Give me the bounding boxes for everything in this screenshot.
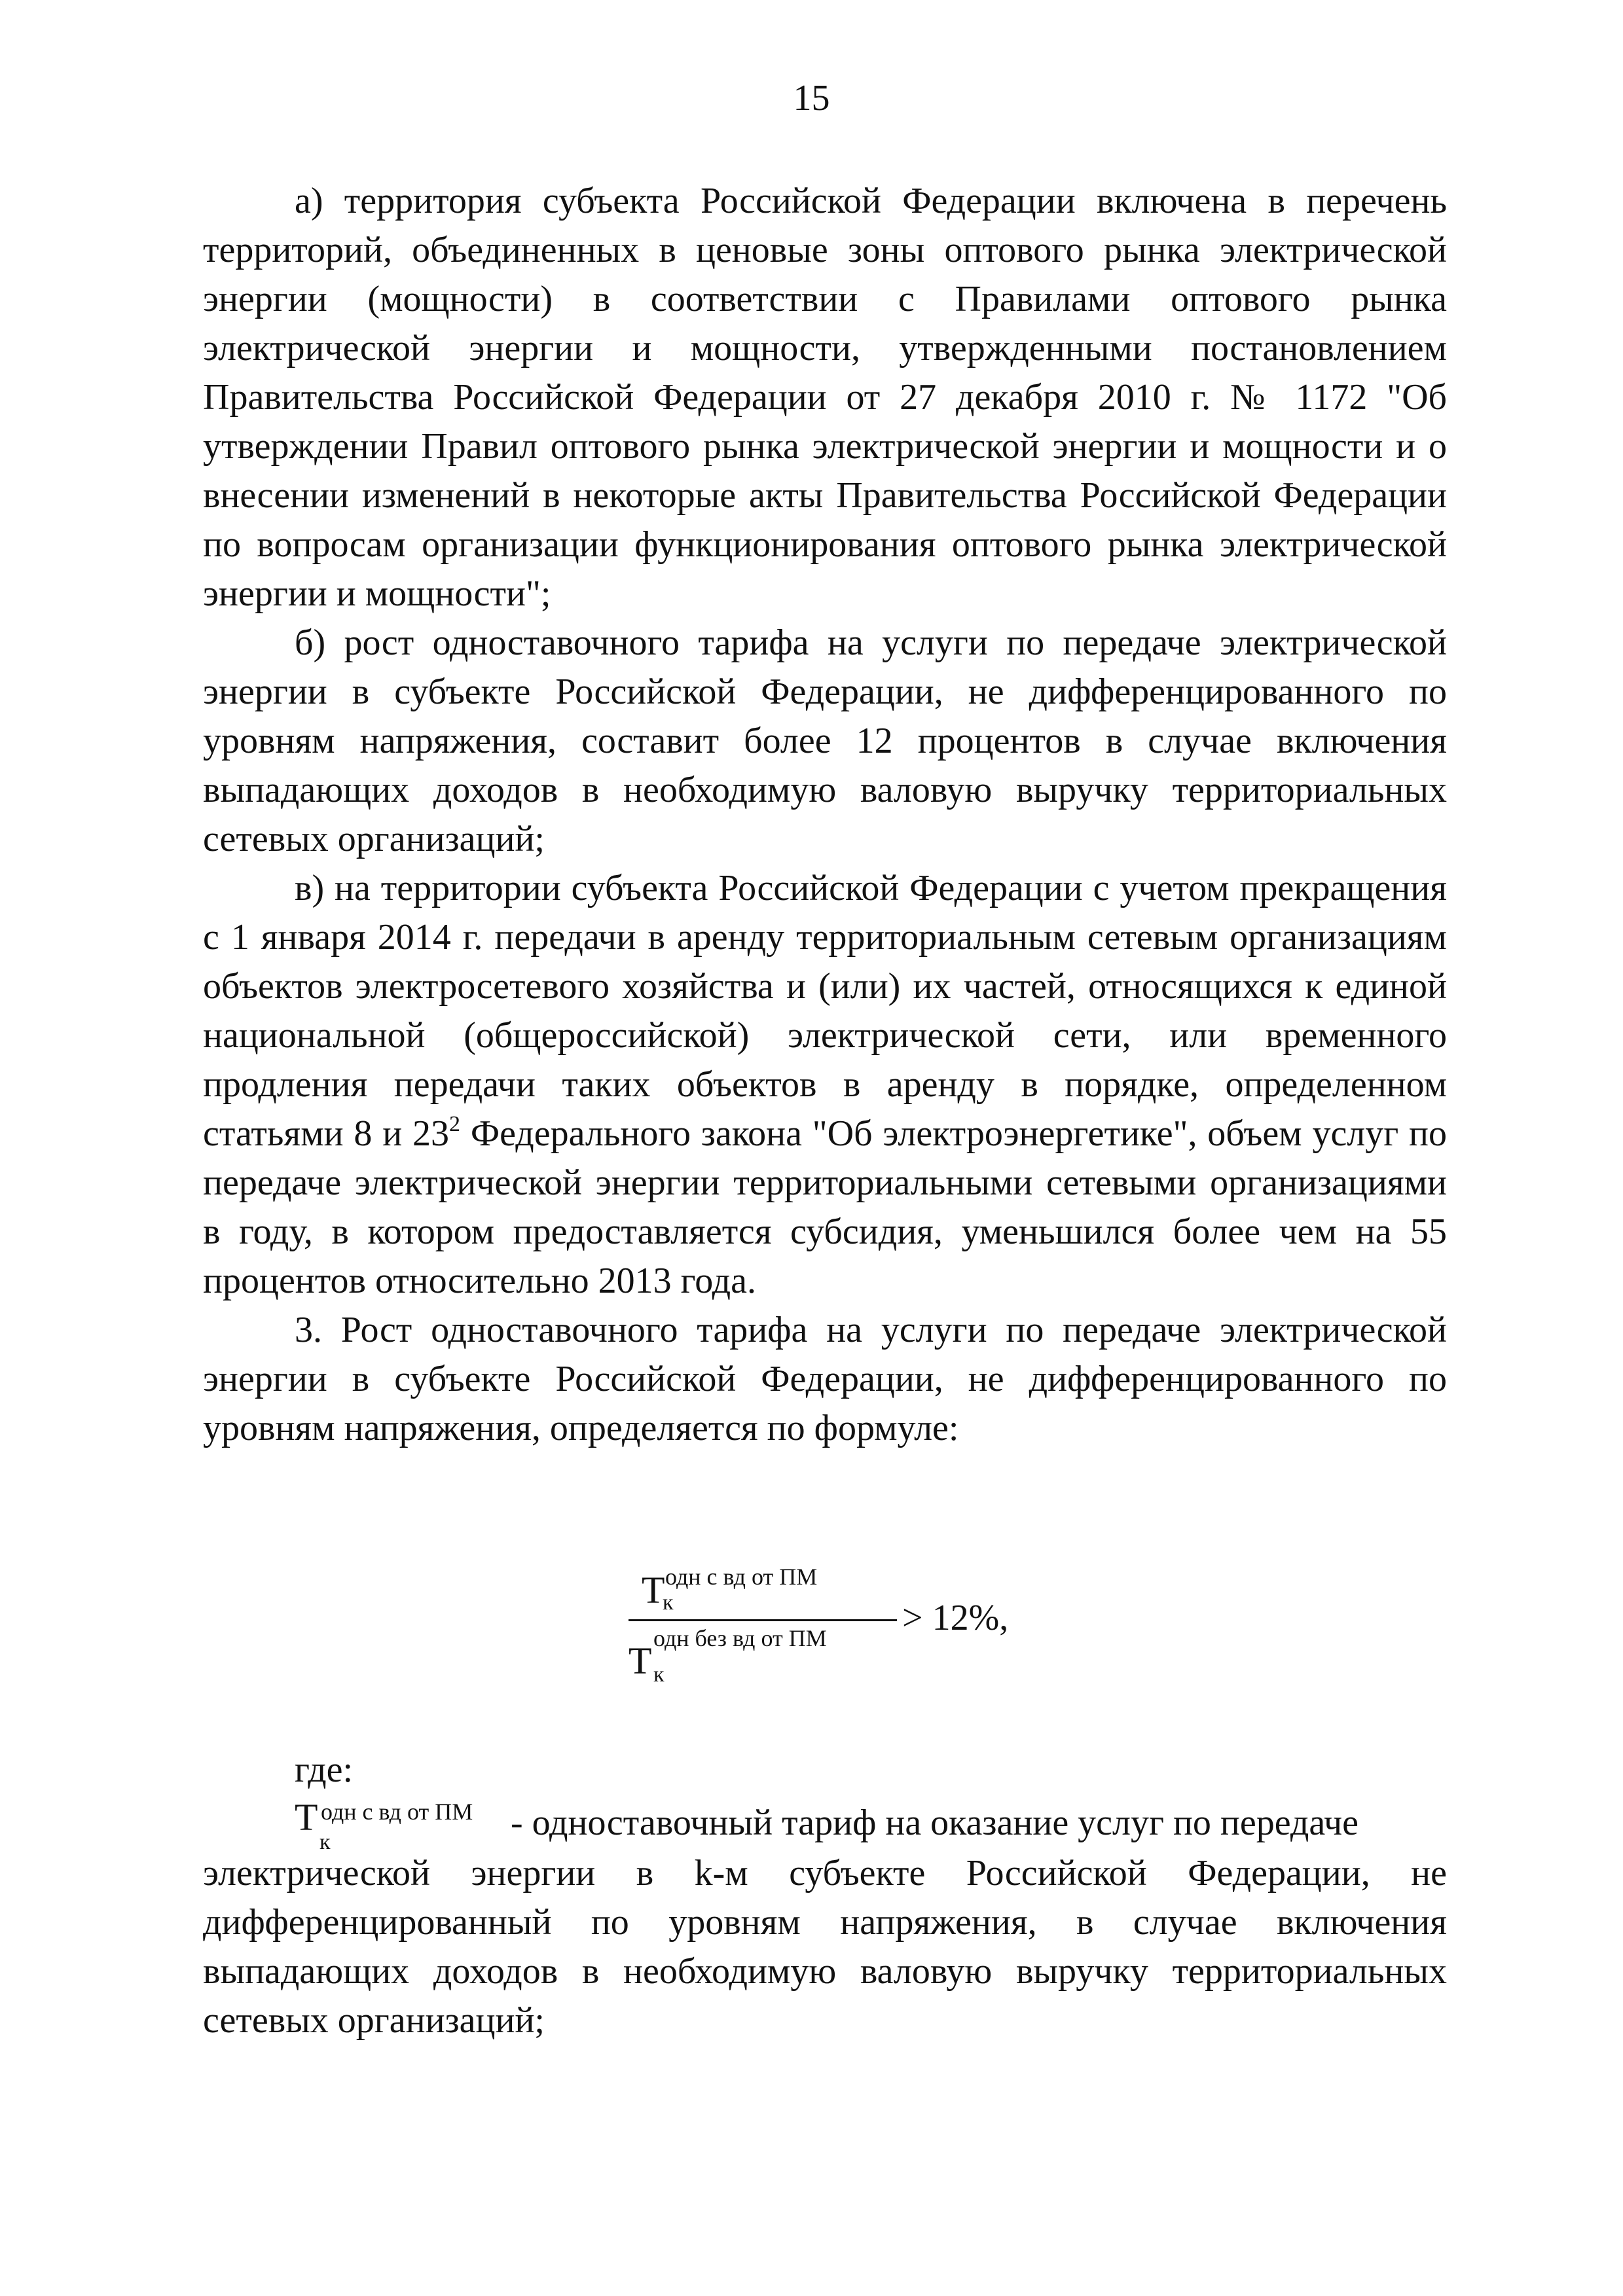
definition-superscript: одн с вд от ПМ [321,1799,473,1825]
definition-symbol-letter: Т [295,1796,318,1839]
where-label: где: [295,1749,354,1790]
fraction-bar [629,1619,897,1621]
formula-fraction [622,1558,897,1715]
paragraph-v-text-before: в) на территории субъекта Российской Федерации с учетом прекращения с 1 января 2014 г. передачи в аренду территориальным сетевым организациям объектов электросетевого хозяйства и (или) их частей, относящихся к единой национальной (общероссийской) электрической сети, или временного продления передачи таких объектов в аренду в порядке, определенном статьями 8 и 23 [203,868,1447,1154]
definition-symbol [295,1784,511,1854]
paragraph-v-text-after: Федерального закона "Об электроэнергетике", объем услуг по передаче электрической энергии территориальными сетевыми организациями в году, в котором предоставляется субсидия, уменьшился более чем на 55 процентов относительно 2013 года. [203,1113,1448,1301]
formula-comparator: > 12%, [902,1598,1009,1638]
growth-formula [622,1558,1080,1715]
denominator-superscript: одн без вд от ПМ [653,1625,827,1651]
paragraph-3: 3. Рост одноставочного тарифа на услуги по передаче электрической энергии в субъекте Российской Федерации, не дифференцированного по уровням напряжения, определяется по формуле: [203,1310,1447,1448]
numerator-subscript: к [663,1590,674,1615]
definition-first-text: - одноставочный тариф на оказание услуг по передаче [511,1803,1359,1843]
definition-rest: электрической энергии в k-м субъекте Российской Федерации, не дифференцированный по уровням напряжения, в случае включения выпадающих доходов в необходимую валовую выручку территориальных сетевых организаций; [203,1853,1447,2041]
numerator-symbol: Т [642,1569,665,1611]
page-number: 15 [793,78,830,118]
paragraph-b: б) рост одноставочного тарифа на услуги по передаче электрической энергии в субъекте Российской Федерации, не дифференцированного по уровням напряжения, составит более 12 процентов в случае включения выпадающих доходов в необходимую валовую выручку территориальных сетевых организаций; [203,622,1447,859]
article-superscript: 2 [449,1112,461,1136]
definition-subscript: к [319,1830,331,1854]
body-text [203,177,1447,1453]
numerator-superscript: одн с вд от ПМ [665,1564,818,1590]
denominator-symbol: Т [629,1640,652,1682]
paragraph-v [203,864,1447,1306]
paragraph-a: а) территория субъекта Российской Федерации включена в перечень территорий, объединенных в ценовые зоны оптового рынка электрической энергии (мощности) в соответствии с Правилами оптового рынка электрической энергии и мощности, утвержденными постановлением Правительства Российской Федерации от 27 декабря 2010 г. № 1172 "Об утверждении Правил оптового рынка электрической энергии и мощности и о внесении изменений в некоторые акты Правительства Российской Федерации по вопросам организации функционирования оптового рынка электрической энергии и мощности"; [203,181,1447,614]
denominator-subscript: к [653,1662,665,1687]
definition-first-line [203,1784,1447,1854]
definition-block [203,1784,1447,2045]
